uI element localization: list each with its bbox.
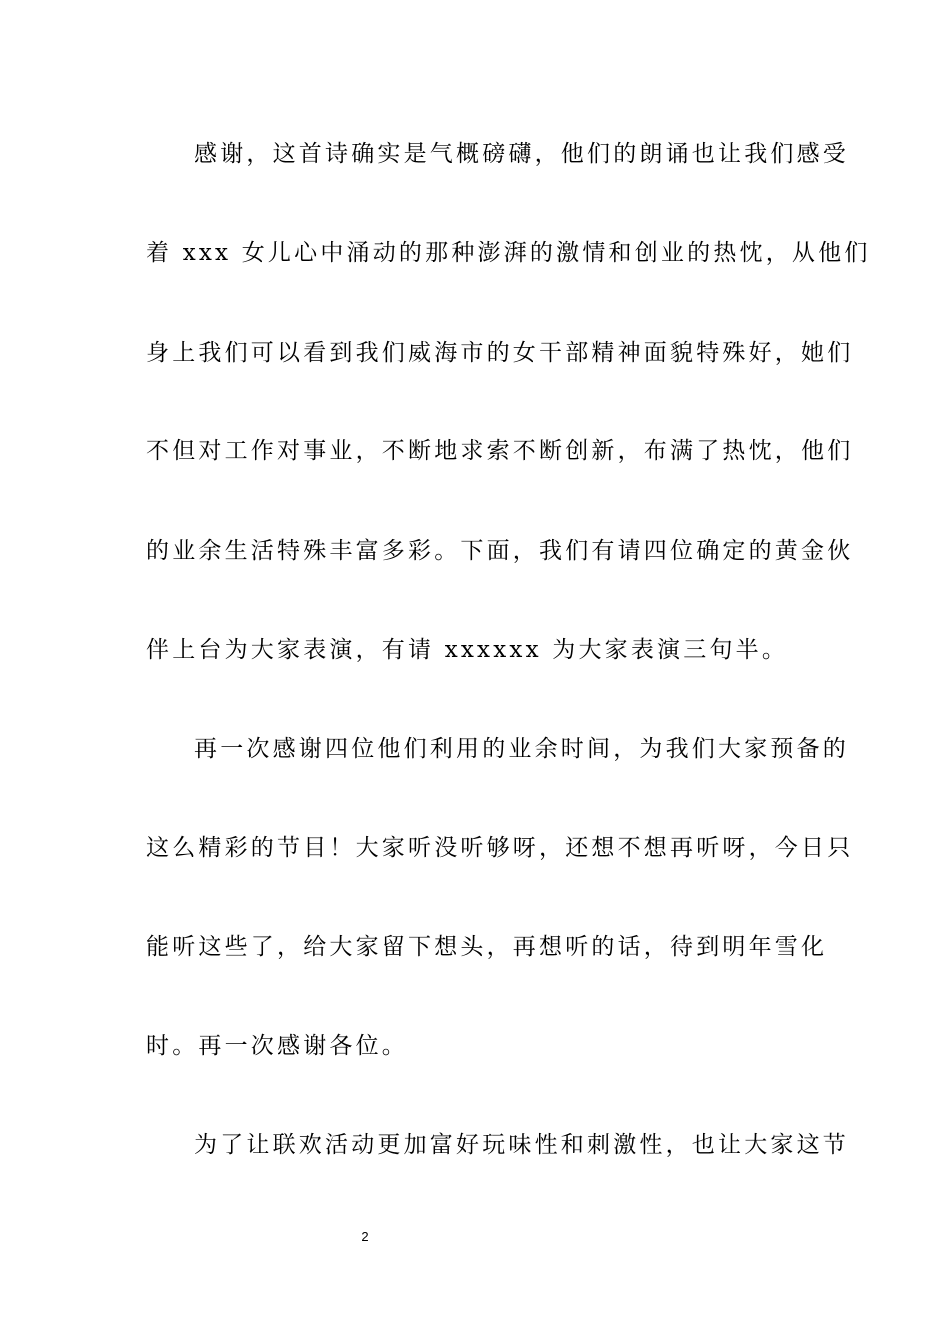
text-line: 伴上台为大家表演，有请 xxxxxx 为大家表演三句半。 <box>146 637 789 663</box>
text-line: 感谢，这首诗确实是气概磅礴，他们的朗诵也让我们感受 <box>194 141 849 167</box>
text-line: 不但对工作对事业，不断地求索不断创新，布满了热忱，他们 <box>146 438 854 464</box>
text-line: 再一次感谢四位他们利用的业余时间，为我们大家预备的 <box>194 736 849 762</box>
text-line: 这么精彩的节目！大家听没听够呀，还想不想再听呀，今日只 <box>146 835 854 861</box>
text-line: 时。再一次感谢各位。 <box>146 1033 408 1059</box>
page-number: 2 <box>361 1229 369 1244</box>
text-line: 身上我们可以看到我们威海市的女干部精神面貌特殊好，她们 <box>146 340 854 366</box>
text-line: 能听这些了，给大家留下想头，再想听的话，待到明年雪化 <box>146 934 828 960</box>
text-line: 为了让联欢活动更加富好玩味性和刺激性，也让大家这节 <box>194 1132 849 1158</box>
text-line: 的业余生活特殊丰富多彩。下面，我们有请四位确定的黄金伙 <box>146 538 854 564</box>
text-line: 着 xxx 女儿心中涌动的那种澎湃的激情和创业的热忱，从他们 <box>146 240 871 266</box>
